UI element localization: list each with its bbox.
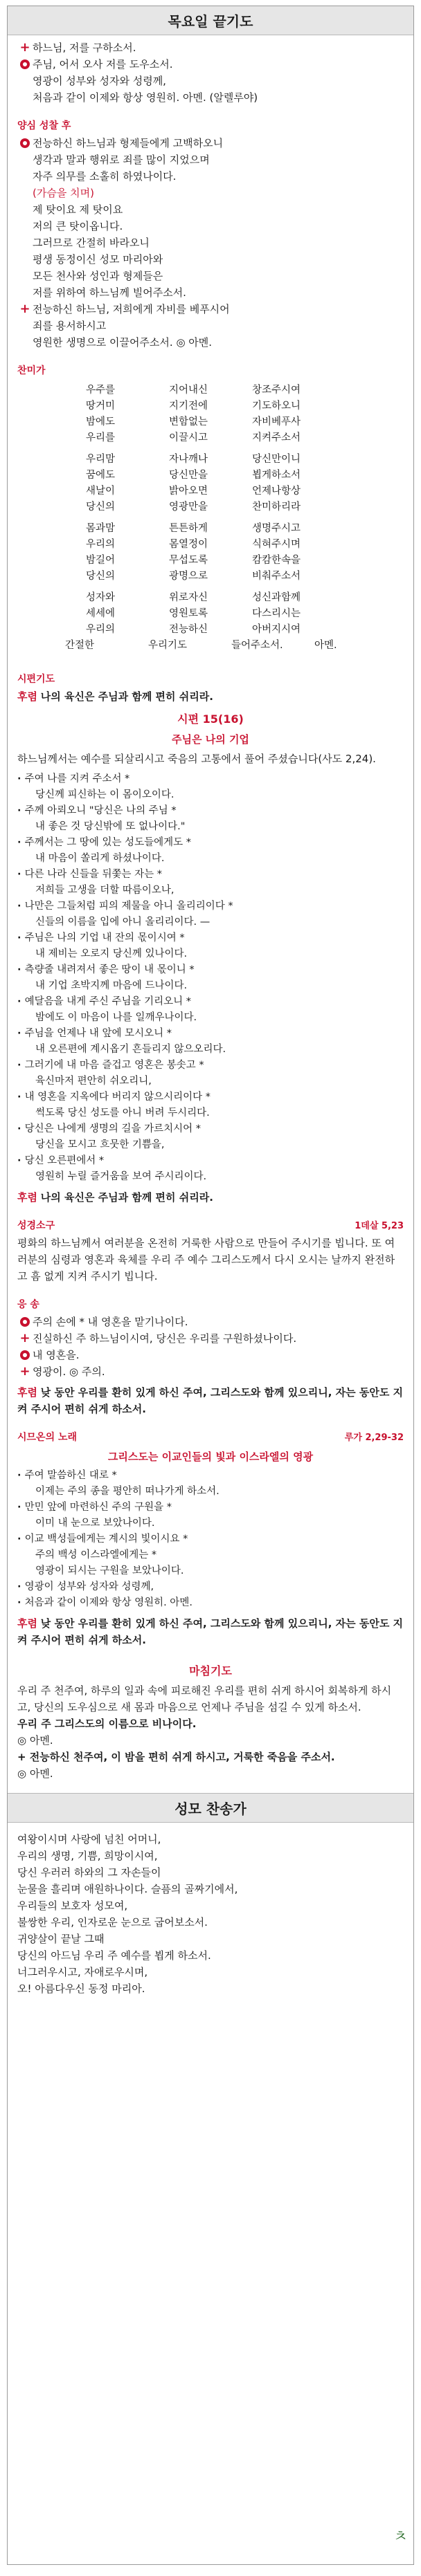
psalm-text: 육신마저 편안히 쉬오리니, — [35, 1076, 152, 1087]
blessing-amen: ◎ 아멘. — [17, 1767, 53, 1780]
hymn-word: 몸과맘 — [86, 523, 116, 534]
hymn-word: 당신만을 — [169, 470, 208, 481]
opening-text: 영광이 성부와 성자와 성령께, — [33, 75, 166, 87]
opening-line — [17, 73, 404, 89]
hymn-word: 당신의 — [86, 571, 116, 582]
responsory-heading: 응 송 — [17, 1299, 39, 1310]
exam-text: 죄를 용서하시고 — [33, 320, 107, 332]
marian-line: 불쌍한 우리, 인자로운 눈으로 굽어보소서. — [17, 1916, 208, 1929]
response-icon — [17, 1347, 33, 1363]
reading-ref: 1데살 5,23 — [355, 1221, 404, 1231]
verse-dot: · — [17, 869, 25, 880]
hymn-line — [17, 606, 404, 622]
psalm-line — [17, 1089, 404, 1105]
hymn-word: 기도하오니 — [252, 401, 301, 412]
cross-icon: + — [19, 302, 30, 316]
psalm-line — [17, 946, 404, 962]
psalm-title: 주님은 나의 기업 — [172, 733, 249, 746]
canticle-line — [17, 1468, 404, 1484]
psalm-text: 내 좋은 것 당신밖에 또 없나이다." — [35, 821, 186, 832]
hymn-word: 이끌시고 — [169, 432, 208, 443]
ant3-text: 낮 동안 우리를 환히 있게 하신 주여, 그리스도와 함께 있으리니, 자는 동안도 지켜 주시어 편히 쉬게 하소서. — [17, 1617, 404, 1646]
responsory-line — [17, 1314, 404, 1330]
hymn-line — [17, 452, 404, 468]
canticle-title: 그리스도는 이교인들의 빛과 이스라엘의 영광 — [107, 1451, 314, 1463]
hymn-line — [17, 468, 404, 484]
hymn-line — [17, 430, 404, 446]
hymn-word: 성신과함께 — [252, 592, 301, 603]
psalm-line — [17, 787, 404, 803]
hymn-stanza — [17, 452, 404, 515]
blessing-text: + 전능하신 천주여, 이 밤을 편히 쉬게 하시고, 거룩한 죽음을 주소서. — [17, 1751, 335, 1763]
psalm-text: 측량줄 내려져서 좋은 땅이 내 몫이니 * — [24, 964, 195, 975]
canticle-text: 주여 말씀하신 대로 * — [24, 1470, 117, 1481]
opening-section — [8, 35, 413, 110]
verse-dot: · — [17, 805, 25, 816]
hymn-word: 광명으로 — [169, 571, 208, 582]
psalm-text: 내 기업 초박지께 마음에 드나이다. — [35, 980, 188, 991]
closing-heading: 마침기도 — [189, 1664, 232, 1677]
hymn-word: 식혀주시며 — [252, 539, 301, 550]
verse-dot: · — [17, 1470, 25, 1481]
verse-dot: · — [17, 901, 25, 912]
exam-text: 제 탓이요 제 탓이요 — [33, 203, 123, 216]
hymn-word: 몸열정이 — [169, 539, 208, 550]
canticle-line — [17, 1563, 404, 1579]
psalm-line — [17, 1026, 404, 1042]
signature-mark: ㅊ — [393, 2528, 408, 2546]
psalm-text: 주께 아뢰오니 "당신은 나의 주님 * — [24, 805, 177, 816]
hymn-word: 생명주시고 — [252, 523, 301, 534]
psalm-line — [17, 962, 404, 978]
responsory-line — [17, 1330, 404, 1347]
psalm-text: 당신 오른편에서 * — [24, 1155, 105, 1166]
hymn-word: 뵙게하소서 — [252, 470, 301, 481]
psalm-line — [17, 867, 404, 883]
psalmody-heading: 시편기도 — [17, 674, 55, 685]
reading-text: 평화의 하느님께서 여러분을 온전히 거룩한 사람으로 만들어 주시기를 빕니다. 또 여러분의 심령과 영혼과 육체를 우리 주 예수 그리스도께서 다시 오시는 날까지 완전하고 흠 없게 지켜 주시기 빕니다. — [17, 1237, 395, 1282]
psalm-intro: 하느님께서는 예수를 되살리시고 죽음의 고통에서 풀어 주셨습니다(사도 2,24). — [17, 753, 376, 765]
verse-dot: · — [17, 996, 25, 1007]
antiphon-text: 나의 육신은 주님과 함께 편히 쉬리라. — [40, 690, 213, 703]
psalm-line — [17, 1121, 404, 1137]
exam-line — [17, 234, 404, 251]
verse-dot: · — [17, 1092, 25, 1103]
hymn-line — [17, 553, 404, 569]
canticle-text: 영광이 성부와 성자와 성령께, — [24, 1581, 154, 1592]
psalm-text: 나만은 그들처럼 피의 제물을 아니 올리리이다 * — [24, 901, 233, 912]
exam-text: 평생 동정이신 성모 마리아와 — [33, 253, 163, 266]
exam-text: 모든 천사와 성인과 형제들은 — [33, 270, 163, 282]
exam-text: 저를 위하여 하느님께 빌어주소서. — [33, 286, 186, 299]
response-icon — [17, 135, 33, 151]
canticle-text: 이제는 주의 종을 평안히 떠나가게 하소서. — [35, 1486, 220, 1497]
opening-text: 처음과 같이 이제와 항상 영원히. 아멘. (알렐루야) — [33, 91, 258, 104]
exam-line — [17, 284, 404, 301]
verse-dot: · — [17, 1060, 25, 1071]
exam-line — [17, 268, 404, 284]
marian-line: 당신 우러러 하와의 그 자손들이 — [17, 1866, 161, 1879]
verse-dot: · — [17, 1534, 25, 1545]
hymn-word: 변함없는 — [169, 416, 208, 427]
psalm-line — [17, 914, 404, 930]
exam-text: 영원한 생명으로 이끌어주소서. ◎ 아멘. — [33, 336, 213, 349]
psalm-text: 저희들 고생을 더할 따름이오나, — [35, 885, 174, 896]
exam-text: 생각과 말과 행위로 죄를 많이 지었으며 — [33, 154, 210, 166]
psalm-text: 밤에도 이 마음이 나를 일깨우나이다. — [35, 1012, 197, 1023]
exam-text: 전능하신 하느님, 저희에게 자비를 베푸시어 — [33, 303, 230, 315]
psalm-line — [17, 771, 404, 787]
hymn-word: 다스리시는 — [252, 608, 301, 619]
hymn-word: 창조주시여 — [252, 385, 301, 396]
canticle-line — [17, 1531, 404, 1547]
psalm-text: 주께서는 그 땅에 있는 성도들에게도 * — [24, 837, 191, 848]
psalm-line — [17, 1042, 404, 1058]
antiphon-label: 후렴 — [17, 690, 37, 703]
psalm-line — [17, 1010, 404, 1026]
verse-dot: · — [17, 1581, 25, 1592]
verse-dot: · — [17, 837, 25, 848]
opening-line — [17, 89, 404, 106]
closing-section — [8, 1653, 413, 1786]
cross-icon: + — [19, 1364, 30, 1379]
ant2-label: 후렴 — [17, 1386, 37, 1399]
psalm-text: 주님을 언제나 내 앞에 모시오니 * — [24, 1028, 172, 1039]
ant3-label: 후렴 — [17, 1617, 37, 1630]
marian-line: 당신의 아드님 우리 주 예수를 뵙게 하소서. — [17, 1949, 211, 1962]
canticle-text: 영광이 되시는 구원을 보았나이다. — [35, 1565, 184, 1576]
hymn-word: 꿈에도 — [86, 470, 116, 481]
hymn-word: 우리를 — [86, 432, 116, 443]
hymn-word: 간절한 — [65, 640, 95, 651]
hymn-word: 당신만이니 — [252, 454, 301, 465]
hymn-word: 세세에 — [86, 608, 116, 619]
canticle-section — [8, 1422, 413, 1653]
exam-line — [17, 334, 404, 351]
hymn-word: 밤에도 — [86, 416, 116, 427]
responsory-section — [8, 1289, 413, 1422]
hymn-word: 자나깨나 — [169, 454, 208, 465]
hymn-line — [17, 537, 404, 553]
hymn-word: 우리의 — [86, 539, 116, 550]
hymn-word: 밝아오면 — [169, 486, 208, 497]
canticle-line — [17, 1516, 404, 1531]
hymn-word: 아멘. — [314, 640, 337, 651]
psalm-line — [17, 1153, 404, 1169]
hymn-word: 우리맘 — [86, 454, 116, 465]
psalm-text: 내 마음이 쏠리게 하셨나이다. — [35, 853, 165, 864]
hymn-word: 영원토록 — [169, 608, 208, 619]
hymn-word: 무섭도록 — [169, 555, 208, 566]
exam-line — [17, 301, 404, 318]
exam-text: 그러므로 간절히 바라오니 — [33, 237, 150, 249]
psalm-text: 영원히 누릴 즐거움을 보여 주시리이다. — [35, 1171, 207, 1182]
exam-heading: 양심 성찰 후 — [17, 120, 71, 131]
marian-line: 여왕이시며 사랑에 넘친 어머니, — [17, 1833, 161, 1846]
exam-line — [17, 151, 404, 168]
verse-dot: · — [17, 1028, 25, 1039]
hymn-line — [17, 521, 404, 537]
marian-line: 눈물을 흘리며 애원하나이다. 슬픔의 골짜기에서, — [17, 1883, 238, 1895]
marian-section — [8, 1827, 413, 2001]
psalm-text: 내 오른편에 계시옵기 흔들리지 않으오리다. — [35, 1044, 226, 1055]
opening-line — [17, 56, 404, 73]
psalm-text: 주여 나를 지켜 주소서 * — [24, 773, 130, 784]
hymn-line — [17, 499, 404, 515]
psalm-line — [17, 930, 404, 946]
hymn-word: 튼튼하게 — [169, 523, 208, 534]
hymn-word: 들어주소서. — [231, 640, 283, 651]
canticle-line — [17, 1579, 404, 1595]
psalmody-section — [8, 663, 413, 1210]
canticle-text: 만민 앞에 마련하신 주의 구원을 * — [24, 1502, 172, 1513]
canticle-text: 처음과 같이 이제와 항상 영원히. 아멘. — [24, 1597, 192, 1608]
exam-line — [17, 251, 404, 268]
reading-section — [8, 1210, 413, 1289]
opening-text: 하느님, 저를 구하소서. — [33, 42, 136, 54]
hymn-word: 우리기도 — [148, 640, 188, 651]
psalm-text: 주님은 나의 기업 내 잔의 몫이시여 * — [24, 932, 185, 944]
psalm-line — [17, 1137, 404, 1153]
hymn-stanza — [17, 383, 404, 446]
psalm-text: 당신은 나에게 생명의 길을 가르치시어 * — [24, 1123, 201, 1134]
hymn-word: 성자와 — [86, 592, 116, 603]
exam-text: 저의 큰 탓이옵니다. — [33, 220, 123, 232]
hymn-word: 찬미하리라 — [252, 502, 301, 513]
hymn-section — [8, 355, 413, 663]
hymn-word: 우리의 — [86, 624, 116, 635]
exam-text: (가슴을 치며) — [33, 187, 94, 199]
hymn-line — [17, 414, 404, 430]
psalm-line — [17, 883, 404, 899]
psalm-line — [17, 851, 404, 867]
hymn-word: 새날이 — [86, 486, 116, 497]
page — [7, 6, 414, 2565]
psalm-text: 당신을 모시고 흐뭇한 기쁨을, — [35, 1139, 165, 1150]
psalm-line — [17, 803, 404, 819]
canticle-text: 이교 백성들에게는 계시의 빛이시요 * — [24, 1534, 188, 1545]
hymn-word: 캄캄한속을 — [252, 555, 301, 566]
exam-section — [8, 110, 413, 355]
closing-end: 우리 주 그리스도의 이름으로 비나이다. — [17, 1718, 197, 1730]
exam-line — [17, 218, 404, 234]
hymn-word: 땅거미 — [86, 401, 116, 412]
psalm-text: 그러기에 내 마음 즐겁고 영혼은 봉솟고 * — [24, 1060, 204, 1071]
hymn-word: 당신의 — [86, 502, 116, 513]
ant2-text: 낮 동안 우리를 환히 있게 하신 주여, 그리스도와 함께 있으리니, 자는 동안도 지켜 주시어 편히 쉬게 하소서. — [17, 1386, 404, 1415]
canticle-ref: 루가 2,29-32 — [344, 1433, 404, 1443]
marian-line: 우리들의 보호자 성모여, — [17, 1899, 128, 1912]
hymn-word: 영광만을 — [169, 502, 208, 513]
psalm-text: 다른 나라 신들을 뒤쫓는 자는 * — [24, 869, 162, 880]
psalm-text: 예달음을 내게 주신 주님을 기리오니 * — [24, 996, 191, 1007]
reading-heading: 성경소구 — [17, 1220, 55, 1231]
psalm-line — [17, 994, 404, 1010]
hymn-word: 언제나항상 — [252, 486, 301, 497]
cross-icon: + — [19, 1331, 30, 1345]
hymn-line — [17, 638, 404, 654]
responsory-line — [17, 1347, 404, 1363]
hymn-word: 위로자신 — [169, 592, 208, 603]
verse-dot: · — [17, 773, 25, 784]
antiphon-repeat-text: 나의 육신은 주님과 함께 편히 쉬리라. — [40, 1191, 213, 1204]
opening-line — [17, 39, 404, 56]
hymn-line — [17, 383, 404, 398]
canticle-line — [17, 1484, 404, 1500]
responsory-text: 진실하신 주 하느님이시여, 당신은 우리를 구원하셨나이다. — [33, 1332, 297, 1345]
responsory-text: 영광이. ◎ 주의. — [33, 1365, 105, 1378]
exam-line — [17, 201, 404, 218]
canticle-text: 주의 백성 이스라엘에게는 * — [35, 1549, 157, 1561]
psalm-text: 내 영혼을 지옥에다 버리지 않으시리이다 * — [24, 1092, 210, 1103]
psalm-line — [17, 978, 404, 994]
exam-text: 전능하신 하느님과 형제들에게 고백하오니 — [33, 137, 224, 149]
psalm-line — [17, 1074, 404, 1089]
hymn-stanza — [17, 521, 404, 585]
hymn-word: 자비베푸사 — [252, 416, 301, 427]
psalm-text: 내 제비는 오로지 당신께 있나이다. — [35, 948, 188, 959]
closing-text: 우리 주 천주여, 하루의 일과 속에 피로해진 우리를 편히 쉬게 하시어 회복하게 하시고, 당신의 도우심으로 새 몸과 마음으로 언제나 주님을 섬길 수 있게 하소서. — [17, 1684, 392, 1713]
hymn-line — [17, 622, 404, 638]
exam-line — [17, 318, 404, 334]
verse-dot: · — [17, 1597, 25, 1608]
responsory-line — [17, 1363, 404, 1380]
psalm-line — [17, 835, 404, 851]
marian-line: 귀양살이 끝날 그때 — [17, 1933, 105, 1945]
verse-dot: · — [17, 1123, 25, 1134]
marian-title: 성모 찬송가 — [8, 1793, 413, 1823]
responsory-text: 내 영혼을. — [33, 1349, 80, 1361]
response-icon — [17, 56, 33, 73]
response-icon — [17, 1314, 33, 1330]
hymn-heading: 찬미가 — [17, 365, 46, 376]
opening-text: 주님, 어서 오사 저를 도우소서. — [33, 58, 173, 71]
exam-line — [17, 168, 404, 185]
psalm-line — [17, 819, 404, 835]
canticle-line — [17, 1595, 404, 1611]
canticle-line — [17, 1547, 404, 1563]
psalm-text: 당신께 피신하는 이 몸이오이다. — [35, 789, 174, 800]
exam-line — [17, 135, 404, 151]
marian-line: 오! 아름다우신 동정 마리아. — [17, 1982, 145, 1995]
hymn-word: 비춰주소서 — [252, 571, 301, 582]
verse-dot: · — [17, 964, 25, 975]
psalm-text: 썩도록 당신 성도를 아니 버려 두시리다. — [35, 1107, 210, 1119]
canticle-line — [17, 1500, 404, 1516]
antiphon-repeat-label: 후렴 — [17, 1191, 37, 1204]
hymn-word: 지켜주소서 — [252, 432, 301, 443]
hymn-word: 아버지시여 — [252, 624, 301, 635]
closing-amen: ◎ 아멘. — [17, 1734, 53, 1747]
psalm-line — [17, 1169, 404, 1185]
hymn-stanza — [17, 590, 404, 654]
verse-dot: · — [17, 932, 25, 944]
canticle-heading: 시므온의 노래 — [17, 1432, 78, 1443]
psalm-text: 신들의 이름을 입에 아니 올리리이다. — — [35, 917, 210, 928]
verse-dot: · — [17, 1502, 25, 1513]
marian-line: 너그러우시고, 자애로우시며, — [17, 1966, 148, 1978]
canticle-text: 이미 내 눈으로 보았나이다. — [35, 1518, 155, 1529]
verse-dot: · — [17, 1155, 25, 1166]
hymn-word: 전능하신 — [169, 624, 208, 635]
hymn-line — [17, 590, 404, 606]
psalm-line — [17, 899, 404, 914]
cross-icon: + — [19, 40, 30, 55]
hymn-line — [17, 398, 404, 414]
hymn-word: 지기전에 — [169, 401, 208, 412]
exam-line — [17, 185, 404, 201]
page-title: 목요일 끝기도 — [8, 6, 413, 35]
marian-line: 우리의 생명, 기쁨, 희망이시여, — [17, 1850, 158, 1862]
hymn-line — [17, 569, 404, 585]
hymn-line — [17, 484, 404, 499]
responsory-text: 주의 손에 * 내 영혼을 맡기나이다. — [33, 1316, 188, 1328]
hymn-word: 밤길어 — [86, 555, 116, 566]
hymn-word: 지어내신 — [169, 385, 208, 396]
hymn-word: 우주를 — [86, 385, 116, 396]
psalm-line — [17, 1105, 404, 1121]
psalm-line — [17, 1058, 404, 1074]
psalm-ref: 시편 15(16) — [177, 712, 244, 726]
exam-text: 자주 의무를 소홀히 하였나이다. — [33, 170, 177, 183]
